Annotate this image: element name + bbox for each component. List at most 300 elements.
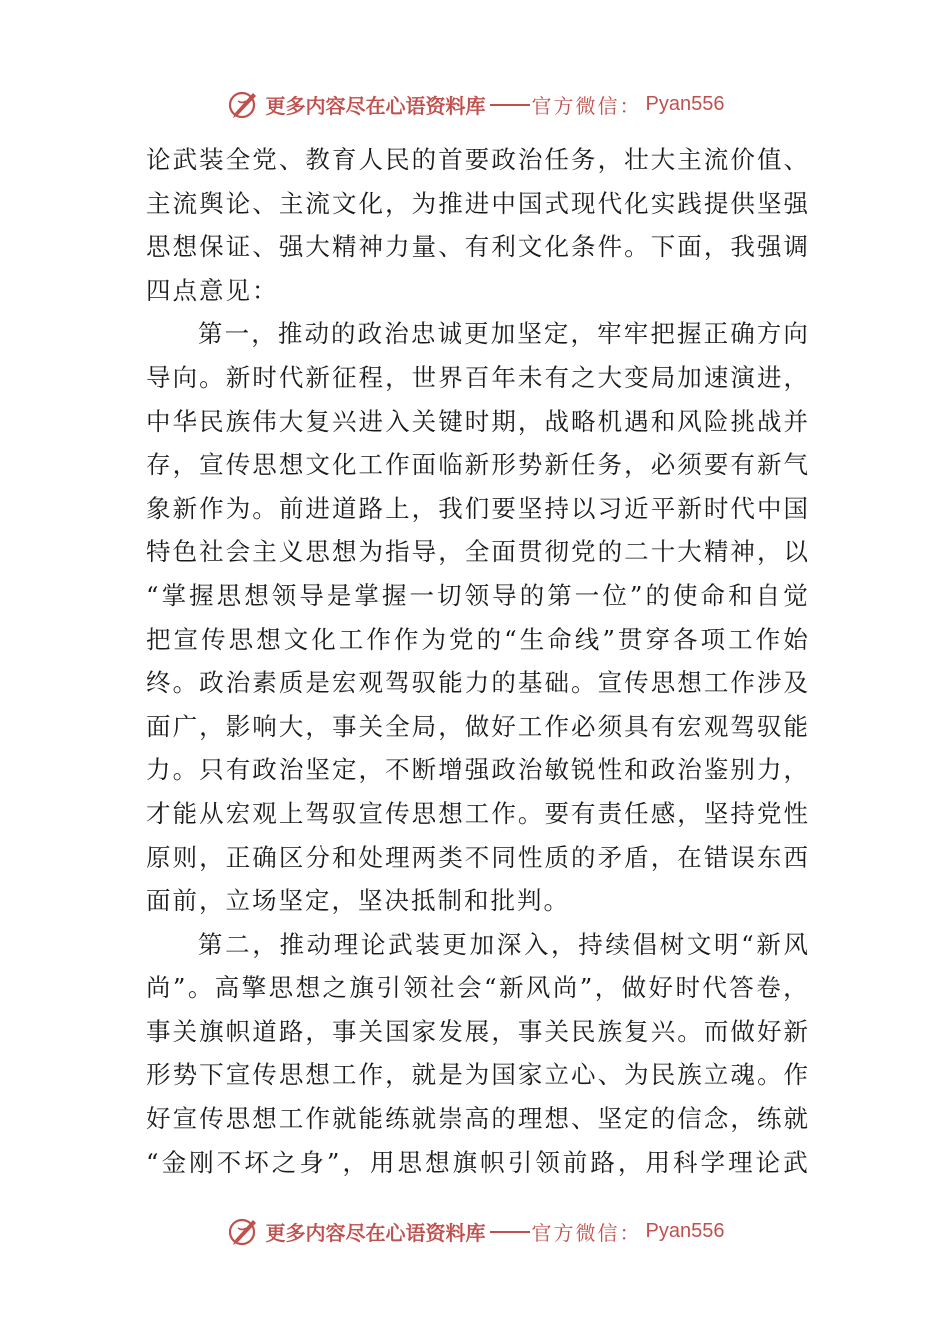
pen-circle-logo-icon: [226, 87, 260, 121]
body-char: ”: [602, 624, 615, 654]
body-char: 事: [517, 1016, 543, 1046]
body-char: 作: [199, 493, 224, 523]
body-char: 大: [650, 145, 676, 174]
body-line-paragraph-start: [146, 923, 808, 967]
body-char: 全: [464, 537, 490, 567]
body-line: [146, 443, 808, 487]
body-char: ，: [617, 1147, 643, 1177]
body-char: 新: [464, 450, 490, 480]
body-char: 壮: [624, 145, 649, 174]
body-char: 思: [397, 1147, 423, 1177]
body-char: 和: [650, 406, 676, 436]
body-char: 的: [645, 580, 670, 610]
banner-label-text: 官方微信：: [531, 93, 642, 118]
body-char: 握: [676, 319, 702, 349]
body-char: 和: [624, 755, 649, 785]
body-char: ，: [783, 362, 808, 392]
body-char: 进: [756, 362, 782, 392]
body-char: 化: [624, 188, 649, 218]
body-char: 作: [393, 624, 419, 654]
body-char: 文: [686, 929, 712, 959]
body-char: 而: [703, 1016, 729, 1046]
body-char: 民: [571, 1016, 596, 1046]
body-char: 各: [673, 624, 698, 654]
body-char: 时: [703, 493, 729, 523]
body-line: [146, 836, 808, 880]
body-char: 事: [146, 1016, 171, 1046]
body-char: 不: [216, 1147, 242, 1177]
body-char: 战: [544, 406, 569, 436]
body-char: 未: [517, 362, 543, 392]
body-char: 平: [650, 493, 676, 523]
footer-banner: [0, 1211, 950, 1251]
body-line: 四点意见：: [146, 275, 279, 305]
body-line: [146, 225, 808, 269]
body-char: 为: [411, 188, 437, 218]
body-char: 立: [544, 1060, 569, 1090]
body-char: 机: [597, 406, 623, 436]
body-char: 领: [271, 580, 297, 610]
body-char: 信: [677, 1104, 702, 1134]
body-char: 调: [783, 232, 808, 262]
body-char: 传: [225, 450, 251, 480]
body-char: 的: [491, 668, 516, 698]
body-char: 、: [783, 145, 808, 174]
body-char: 作: [385, 450, 410, 480]
body-char: ，: [438, 711, 463, 741]
body-char: 社: [430, 973, 455, 1003]
body-char: 代: [702, 973, 727, 1003]
body-char: 观: [703, 711, 729, 741]
body-char: ，: [783, 973, 808, 1003]
body-char: 要: [703, 450, 729, 480]
body-char: 党: [756, 798, 782, 828]
body-char: 西: [783, 842, 808, 872]
body-char: 关: [172, 1016, 198, 1046]
body-char: 文: [305, 450, 330, 480]
body-char: 主: [146, 188, 171, 218]
body-char: 。: [172, 668, 198, 698]
body-char: 式: [544, 188, 569, 218]
body-char: 理: [333, 929, 359, 959]
body-char: 是: [438, 1060, 463, 1090]
body-char: 利: [491, 232, 516, 262]
body-char: 倡: [632, 929, 657, 959]
body-char: ，: [650, 842, 676, 872]
body-char: 推: [277, 319, 303, 349]
body-char: 新: [172, 493, 198, 523]
body-char: 程: [358, 362, 383, 392]
body-char: 条: [571, 232, 596, 262]
body-char: 自: [755, 580, 781, 610]
body-char: 觉: [783, 580, 808, 610]
document-body: [146, 138, 808, 1184]
body-char: 分: [305, 842, 330, 872]
body-char: 领: [403, 973, 428, 1003]
body-char: 掌: [161, 580, 187, 610]
body-char: 形: [146, 1060, 171, 1090]
body-char: 教: [305, 145, 330, 174]
body-char: 工: [517, 711, 543, 741]
body-char: 大: [278, 711, 304, 741]
body-char: 入: [385, 406, 410, 436]
body-char: 年: [491, 362, 516, 392]
body-char: 想: [256, 624, 281, 654]
body-char: 及: [783, 668, 808, 698]
body-char: 驭: [331, 798, 357, 828]
body-char: ，: [251, 319, 276, 349]
body-char: 想: [172, 232, 198, 262]
body-char: 作: [358, 1060, 383, 1090]
body-char: 想: [244, 580, 269, 610]
body-line: [146, 530, 808, 574]
body-char: 任: [624, 798, 649, 828]
body-char: 路: [590, 1147, 615, 1177]
banner-dash-separator: [490, 104, 530, 106]
body-char: 性: [517, 842, 543, 872]
body-char: 把: [146, 624, 171, 654]
body-char: 全: [385, 711, 410, 741]
body-char: 确: [252, 842, 277, 872]
body-char: 工: [703, 668, 729, 698]
body-char: 路: [278, 1016, 304, 1046]
body-char: 想: [305, 1060, 330, 1090]
body-char: ”: [629, 580, 643, 610]
body-char: 。: [172, 755, 198, 785]
body-char: 责: [597, 798, 623, 828]
body-char: 使: [673, 580, 698, 610]
body-char: 引: [376, 973, 401, 1003]
body-char: 引: [507, 1147, 533, 1177]
body-char: 有: [730, 450, 755, 480]
body-char: 作: [491, 798, 516, 828]
body-char: 遇: [624, 406, 649, 436]
body-char: 速: [703, 362, 729, 392]
body-char: 须: [677, 450, 702, 480]
body-char: 族: [225, 406, 251, 436]
body-char: ，: [411, 493, 437, 523]
body-char: 特: [146, 537, 171, 567]
body-char: 临: [438, 450, 463, 480]
body-char: 掌: [354, 580, 379, 610]
body-char: 崇: [438, 1104, 463, 1134]
body-line: [146, 705, 808, 749]
body-char: 。: [517, 798, 543, 828]
body-char: 流: [305, 188, 330, 218]
body-char: 方: [756, 319, 782, 349]
body-char: 力: [756, 755, 782, 785]
body-char: 想: [278, 450, 304, 480]
body-char: 面: [677, 232, 702, 262]
body-char: 理: [517, 1104, 543, 1134]
body-char: 时: [464, 406, 490, 436]
body-char: 力: [464, 668, 490, 698]
body-char: 和: [728, 580, 753, 610]
body-char: 锐: [571, 755, 596, 785]
body-char: 传: [199, 1104, 224, 1134]
body-char: 治: [225, 668, 251, 698]
body-char: 持: [578, 929, 603, 959]
body-char: 存: [146, 450, 171, 480]
body-char: 值: [756, 145, 782, 174]
body-char: 任: [544, 145, 569, 174]
body-char: 流: [703, 145, 729, 174]
body-char: 学: [700, 1147, 726, 1177]
body-char: ”: [579, 973, 593, 1003]
body-char: 化: [358, 188, 383, 218]
body-char: 精: [331, 232, 357, 262]
body-char: 之: [571, 362, 596, 392]
body-char: 彻: [544, 537, 569, 567]
body-char: 实: [650, 188, 676, 218]
pen-circle-logo-icon: [226, 1214, 260, 1248]
body-char: 面: [146, 711, 171, 741]
body-char: 面: [491, 537, 516, 567]
body-char: 答: [729, 973, 754, 1003]
body-char: 向: [172, 362, 198, 392]
body-char: 导: [146, 362, 171, 392]
body-char: 会: [225, 537, 251, 567]
body-char: 宏: [331, 668, 357, 698]
body-char: 推: [279, 929, 304, 959]
body-char: 思: [305, 537, 330, 567]
body-char: 家: [517, 1060, 543, 1090]
body-char: “: [146, 580, 159, 610]
body-line: [146, 1053, 808, 1097]
body-char: 做: [464, 711, 490, 741]
body-char: 二: [225, 929, 250, 959]
body-char: 加: [677, 362, 702, 392]
body-char: 坚: [517, 493, 543, 523]
body-char: 第: [198, 319, 223, 349]
body-char: 大: [677, 537, 702, 567]
body-char: 为: [464, 1060, 490, 1090]
body-char: 近: [624, 493, 649, 523]
body-char: 。: [187, 973, 213, 1003]
body-char: 治: [517, 755, 543, 785]
body-char: 首: [438, 145, 463, 174]
body-char: 诚: [437, 319, 462, 349]
body-char: 身: [299, 1147, 324, 1177]
body-char: 工: [338, 624, 364, 654]
banner-main-text: 更多内容尽在心语资料库: [265, 1220, 486, 1245]
body-char: 才: [146, 798, 171, 828]
body-char: 穿: [645, 624, 670, 654]
body-char: ，: [570, 319, 596, 349]
body-char: ，: [551, 929, 576, 959]
body-char: 国: [385, 1016, 410, 1046]
body-char: 为: [624, 1060, 649, 1090]
body-char: 价: [730, 145, 755, 174]
body-char: 。: [199, 362, 224, 392]
body-char: 路: [358, 493, 383, 523]
banner-dash-separator: [490, 1231, 530, 1233]
body-char: 想: [295, 973, 321, 1003]
body-char: 宣: [172, 1104, 198, 1134]
header-banner: [0, 84, 950, 124]
body-char: 前: [278, 493, 304, 523]
body-char: 文: [283, 624, 309, 654]
body-char: 定: [543, 319, 569, 349]
body-char: 大: [278, 406, 304, 436]
body-char: 民: [650, 1060, 676, 1090]
body-char: 有: [225, 755, 251, 785]
body-char: 质: [544, 842, 569, 872]
body-char: 两: [411, 842, 437, 872]
body-char: 十: [650, 537, 676, 567]
body-char: 有: [571, 798, 596, 828]
body-char: 形: [491, 450, 516, 480]
body-char: 贯: [517, 537, 543, 567]
body-char: ，: [730, 1104, 755, 1134]
body-char: 明: [713, 929, 739, 959]
body-char: 新: [756, 929, 781, 959]
body-char: 的: [519, 580, 545, 610]
body-char: 把: [650, 319, 675, 349]
body-char: 坏: [244, 1147, 269, 1177]
body-char: 、: [597, 1060, 623, 1090]
body-char: 心: [571, 1060, 596, 1090]
body-char: 牢: [623, 319, 649, 349]
body-char: 治: [517, 145, 543, 174]
body-char: 任: [571, 450, 596, 480]
body-char: 强: [756, 232, 782, 262]
body-char: 武: [388, 929, 413, 959]
body-char: 作: [366, 624, 391, 654]
body-char: “: [504, 624, 517, 654]
body-char: 风: [783, 929, 808, 959]
body-char: 宣: [225, 1060, 251, 1090]
body-char: 新: [225, 362, 251, 392]
body-line: [146, 400, 808, 444]
body-char: 精: [703, 537, 729, 567]
body-char: 理: [728, 1147, 753, 1177]
body-char: 的: [597, 537, 623, 567]
body-char: 刚: [189, 1147, 214, 1177]
body-char: 作: [783, 1060, 808, 1090]
body-char: 定: [331, 755, 357, 785]
body-char: 生: [519, 624, 545, 654]
body-char: ，: [517, 406, 543, 436]
body-char: 续: [605, 929, 630, 959]
body-line: [146, 792, 808, 836]
body-char: 性: [597, 755, 623, 785]
body-char: 的: [650, 1104, 676, 1134]
body-char: 强: [464, 755, 490, 785]
body-char: 关: [358, 711, 383, 741]
banner-wechat-id: Pyan556: [645, 92, 725, 115]
body-char: 展: [464, 1016, 490, 1046]
body-char: 质: [278, 668, 304, 698]
body-char: 理: [385, 842, 410, 872]
body-char: 持: [730, 798, 755, 828]
body-char: 时: [675, 973, 700, 1003]
body-char: 卷: [756, 973, 781, 1003]
body-char: 之: [322, 973, 347, 1003]
body-char: 好: [756, 1016, 782, 1046]
body-char: 宣: [597, 668, 623, 698]
body-char: 作: [755, 624, 781, 654]
body-char: 高: [464, 1104, 490, 1134]
body-char: 一: [409, 580, 434, 610]
body-char: 加: [490, 319, 516, 349]
body-char: 坚: [517, 319, 542, 349]
body-char: 的: [571, 842, 596, 872]
body-char: 鉴: [703, 755, 729, 785]
body-line: [146, 356, 808, 400]
body-char: 强: [783, 188, 808, 218]
body-char: 终: [146, 668, 171, 698]
body-char: 新: [498, 973, 524, 1003]
body-char: 魂: [730, 1060, 755, 1090]
body-char: 帜: [225, 1016, 251, 1046]
body-char: 演: [730, 362, 755, 392]
body-char: 兴: [650, 1016, 676, 1046]
body-char: 保: [199, 232, 224, 262]
body-char: 战: [756, 406, 782, 436]
body-char: 务: [597, 450, 623, 480]
body-char: 持: [544, 493, 569, 523]
body-char: 为: [225, 493, 251, 523]
body-char: ，: [597, 145, 623, 174]
body-char: 擎: [241, 973, 267, 1003]
body-char: 进: [305, 493, 330, 523]
body-char: 深: [496, 929, 522, 959]
body-char: 新: [544, 450, 569, 480]
banner-label-text: 官方微信：: [531, 1220, 642, 1245]
body-char: 舆: [199, 188, 224, 218]
body-char: 金: [161, 1147, 187, 1177]
body-char: 动: [304, 319, 329, 349]
body-char: 变: [624, 362, 649, 392]
body-char: 念: [703, 1104, 729, 1134]
body-char: 想: [438, 798, 463, 828]
body-char: 要: [544, 798, 569, 828]
body-char: 。: [252, 493, 277, 523]
body-char: 。: [677, 1016, 702, 1046]
body-char: 势: [517, 450, 543, 480]
body-char: 思: [228, 624, 254, 654]
body-char: 传: [624, 668, 649, 698]
body-char: 上: [385, 493, 410, 523]
body-char: 宣: [358, 798, 383, 828]
body-char: 是: [326, 580, 352, 610]
body-char: 以: [783, 537, 808, 567]
body-line: [146, 1010, 808, 1054]
body-char: 坚: [756, 188, 782, 218]
body-char: 装: [415, 929, 440, 959]
body-char: 治: [278, 755, 304, 785]
body-char: 思: [650, 668, 676, 698]
body-char: 思: [216, 580, 242, 610]
body-char: 中: [491, 188, 516, 218]
body-char: 素: [252, 668, 277, 698]
body-char: 新: [305, 362, 330, 392]
body-char: 不: [464, 842, 490, 872]
body-line: 面前，立场坚定，坚决抵制和批判。: [146, 886, 570, 916]
body-char: 化: [331, 450, 357, 480]
body-char: 想: [544, 1104, 569, 1134]
body-char: ，: [172, 450, 198, 480]
body-char: 础: [544, 668, 569, 698]
body-char: 更: [442, 929, 467, 959]
body-char: 原: [146, 842, 171, 872]
body-char: 则: [172, 842, 198, 872]
body-char: 作: [305, 1104, 330, 1134]
body-char: 以: [571, 493, 596, 523]
body-char: 练: [756, 1104, 782, 1134]
body-char: 思: [225, 1104, 251, 1134]
